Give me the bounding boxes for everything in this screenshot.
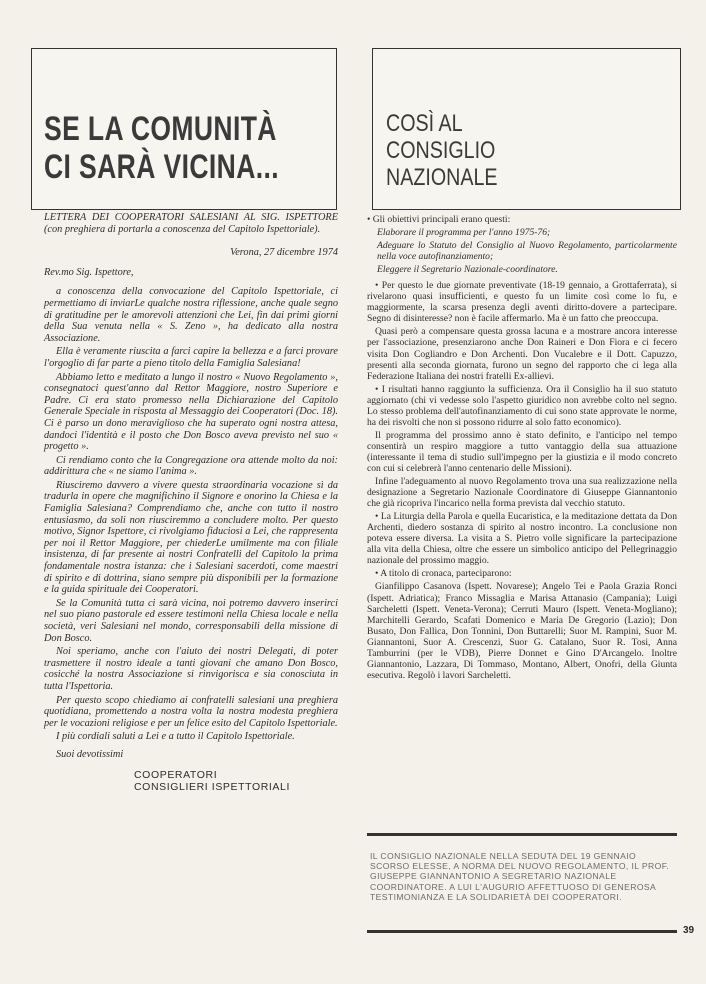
report-column [367, 214, 677, 683]
signature-line1: COOPERATORI [134, 768, 218, 781]
headline-right-line3: NAZIONALE [386, 164, 498, 191]
letter-paragraph: Se la Comunità tutta ci sarà vicina, noi potremo davvero inserirci nel suo piano pastorale ed essere testimoni nella Chiesa locale e nella società, veri Salesiani nel mondo, corresponsabili della missione di Don Bosco. [44, 597, 338, 644]
letter-salutation: Rev.mo Sig. Ispettore, [44, 266, 134, 278]
report-paragraph: • La Liturgia della Parola e quella Eucaristica, e la meditazione dettata da Don Archenti, diedero sostanza di spirito al nostro incontro. La conclusione non poteva essere diversa. La visita a S. Pietro volle significare la partecipazione alla vita della Chiesa, oltre che essere un simbolico anticipo del Pellegrinaggio nazionale del prossimo maggio. [367, 511, 677, 567]
headline-left [44, 110, 280, 186]
letter-date: Verona, 27 dicembre 1974 [230, 247, 338, 259]
letter-paragraph: a conoscenza della convocazione del Capitolo Ispettoriale, ci permettiamo di inviarLe qualche nostra riflessione, anche quale segno di gratitudine per le amorevoli attenzioni che Lei, fin dai primi giorni della Sua venuta nella « S. Zeno », ha dedicato alla nostra Associazione. [44, 286, 338, 344]
report-paragraph: • A titolo di cronaca, parteciparono: [375, 568, 512, 580]
report-paragraph: Quasi però a compensare questa grossa lacuna e a mostrare ancora interesse per l'associazione, presenziarono anche Don Raineri e Don Fiora e ci fecero visita Don Cogliandro e Don Archenti. Don Vucalebre e il Dott. Capuzzo, presenti alla seconda giornata, furono un segno del rapporto che ci lega alla Federazione Italiana dei nostri fratelli Ex-allievi. [367, 326, 677, 382]
report-paragraph: Il programma del prossimo anno è stato definito, e l'anticipo nel tempo consentirà un respiro maggiore a tutto vantaggio della sua attuazione (interessante il tema di studio sull'impegno per la giustizia e il modo concreto con cui si celebrerà l'anno centenario delle Missioni). [367, 429, 677, 474]
letter-paragraph: Per questo scopo chiediamo ai confratelli salesiani una preghiera quotidiana, promettendo a nostra volta la nostra modesta preghiera per le vocazioni religiose e per un felice esito del Capitolo Ispettoriale. [44, 694, 338, 729]
headline-right-line2: CONSIGLIO [386, 137, 496, 164]
letter-paragraph: I più cordiali saluti a Lei e a tutto il Capitolo Ispettoriale. [56, 731, 295, 743]
headline-left-line1: SE LA COMUNITÀ [44, 110, 277, 148]
headline-left-line2: CI SARÀ VICINA... [44, 148, 280, 186]
letter-column [44, 212, 338, 793]
report-paragraph: Infine l'adeguamento al nuovo Regolamento trova una sua realizzazione nella designazione a Segretario Nazionale Coordinatore di Giuseppe Giannantonio che già ricopriva l'incarico nella forma prevista dal vecchio statuto. [367, 476, 677, 510]
objective-item: Adeguare lo Statuto del Consiglio al Nuovo Regolamento, particolarmente nella voce autofinanziamento; [377, 240, 677, 263]
objective-item: Elaborare il programma per l'anno 1975-76; [377, 227, 551, 239]
letter-closing: Suoi devotissimi [56, 748, 124, 760]
letter-paragraph: Ci rendiamo conto che la Congregazione ora attende molto da noi: addirittura che « ne siamo l'anima ». [44, 454, 338, 478]
notice-rule-bottom [367, 930, 677, 933]
letter-paragraph: Ella è veramente riuscita a farci capire la bellezza e a farci provare l'orgoglio di far parte a pieno titolo della Famiglia Salesiana! [44, 346, 338, 369]
objective-item: Eleggere il Segretario Nazionale-coordinatore. [377, 264, 558, 276]
letter-paragraph: Noi speriamo, anche con l'aiuto dei nostri Delegati, di poter trasmettere il nostro ideale a tanti giovani che amano Don Bosco, cosicché la nostra Associazione si rinvigorisca e sia conosciuta in tutta l'Ispettoria. [44, 646, 338, 692]
letter-paragraph: Abbiamo letto e meditato a lungo il nostro « Nuovo Regolamento », consegnatoci quest'anno dal Rettor Maggiore, nostro Superiore e Padre. Ci era stato promesso nella Dichiarazione del Capitolo Generale Speciale in risposta al Messaggio dei Cooperatori (Doc. 18). Ci è parso un dono meraviglioso che ha superato ogni nostra attesa, dandoci l'identità e il posto che Don Bosco aveva previsto nel suo « progetto ». [44, 371, 338, 453]
letter-intro: LETTERA DEI COOPERATORI SALESIANI AL SIG. ISPETTORE (con preghiera di portarla a conoscenza del Capitolo Ispettoriale). [44, 212, 338, 235]
objectives-intro: • Gli obiettivi principali erano questi: [367, 214, 511, 225]
signature-line2: CONSIGLIERI ISPETTORIALI [134, 780, 290, 793]
notice-rule-top [367, 833, 677, 836]
letter-signature [44, 769, 338, 793]
headline-right-line1: COSÌ AL [386, 110, 463, 137]
report-paragraph: • I risultati hanno raggiunto la sufficienza. Ora il Consiglio ha il suo statuto aggiornato (chi vi vedesse solo l'aspetto giuridico non avrebbe colto nel segno. Lo stesso problema dell'autofinanziamento di cui sono state approvate le norme, ha dei risvolti che non si possono ridurre al solo fatto economico). [367, 383, 677, 428]
page-number: 39 [683, 925, 695, 936]
notice-text: IL CONSIGLIO NAZIONALE NELLA SEDUTA DEL 19 GENNAIO SCORSO ELESSE, A NORMA DEL NUOVO REGOLAMENTO, IL PROF. GIUSEPPE GIANNANTONIO A SEGRETARIO NAZIONALE COORDINATORE. A LUI L'AUGURIO AFFETTUOSO DI GENEROSA TESTIMONIANZA E LA SOLIDARIETÀ DEI COOPERATORI. [370, 851, 670, 902]
report-paragraph: • Per questo le due giornate preventivate (18-19 gennaio, a Grottaferrata), si rivelarono quasi insufficienti, e questo fu un limite così come lo fu, e maggiormente, la scarsa presenza degli aventi diritto-dovere a partecipare. Segno di disinteresse? non è facile affermarlo. Ma è un fatto che preoccupa. [367, 280, 677, 325]
report-paragraph: Gianfilippo Casanova (Ispett. Novarese); Angelo Tei e Paola Grazia Ronci (Ispett. Adriatica); Franco Missaglia e Marisa Attanasio (Campania); Luigi Sarcheletti (Ispett. Veneta-Verona); Cerruti Mauro (Ispett. Veneta-Mogliano); Marchitelli Gerardo, Scafati Domenico e Maria De Gregorio (Lazio); Don Busato, Don Fallica, Don Tonnini, Don Buttarelli; Suor M. Rampini, Suor M. Giannantoni, Suor A. Crescenzi, Suor G. Catalano, Suor R. Tosi, Anna Tamburrini (per le VDB), Pierre Donnet e Gino D'Arcangelo. Inoltre Giannantonio, Lazzara, Di Tommaso, Montano, Albert, Onofri, della Giunta esecutiva. Regolò i lavori Sarcheletti. [367, 581, 677, 681]
letter-paragraph: Riusciremo davvero a vivere questa straordinaria vocazione sì da tradurla in opere che magnifichino il Signore e onorino la Chiesa e la Famiglia Salesiana? Comprendiamo che, anche con tutto il nostro entusiasmo, da soli non riusciremmo a concludere molto. Per questo motivo, Signor Ispettore, ci rivolgiamo fiduciosi a Lei, che rappresenta per noi il Rettor Maggiore, per chiederLe umilmente ma con filiale insistenza, di far presente ai nostri Confratelli del Capitolo la prima fondamentale nostra istanza: che i Salesiani sacerdoti, come maestri di spirito e di dottrina, siano sempre più disponibili per la formazione e la guida spirituale dei Cooperatori. [44, 479, 338, 596]
headline-right [386, 110, 616, 191]
